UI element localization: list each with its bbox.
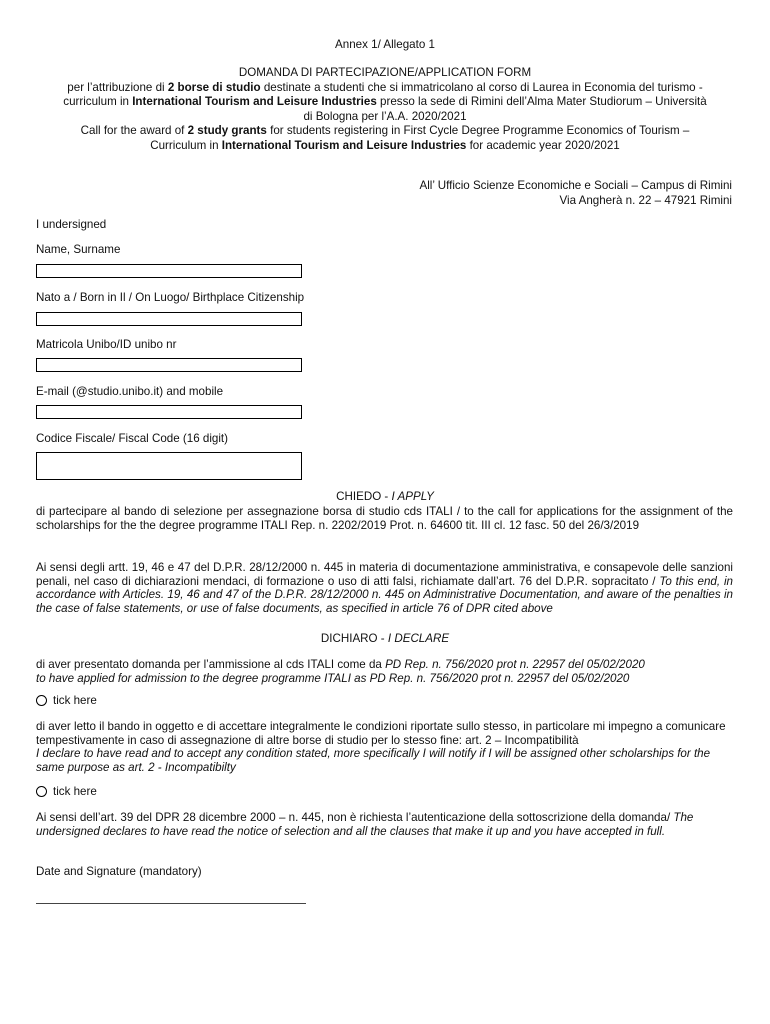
undersigned-label: I undersigned [36,218,107,231]
form-header [30,66,740,154]
declaration-1 [36,658,733,685]
header-it-line1: per l’attribuzione di 2 borse di studio destinate a studenti che si immatricolano al corso di Laurea in Economia del turismo - [67,80,703,94]
declaration-2-en: I declare to have read and to accept any condition stated, more specifically I will notify if I will be assigned other scholarships for the same purpose as art. 2 - Incompatibilty [36,747,711,774]
tick-label-1: tick here [53,694,97,707]
tick-option-1[interactable] [36,694,97,707]
apply-text: di partecipare al bando di selezione per assegnazione borsa di studio cds ITALI / to the call for applications for the assignment of the scholarships for the the degree programme ITALI Rep. n. 2202/2019 Prot. n. 64600 tit. III cl. 12 fasc. 50 del 26/3/2019 [36,505,733,532]
radio-circle-icon[interactable] [36,695,47,706]
email-field[interactable] [36,405,302,419]
declaration-3: Ai sensi dell’art. 39 del DPR 28 dicembre 2000 – n. 445, non è richiesta l’autenticazione della sottoscrizione della domanda/ The undersigned declares to have read the notice of selection and all the clauses that make it up and you have accepted in full. [36,811,694,838]
declaration-1-it: di aver presentato domanda per l’ammissione al cds ITALI come da PD Rep. n. 756/2020 prot n. 22957 del 05/02/2020 [36,658,645,671]
radio-circle-icon[interactable] [36,786,47,797]
signature-line[interactable] [36,903,306,904]
matricola-label: Matricola Unibo/ID unibo nr [36,338,177,351]
declaration-1-en: to have applied for admission to the degree programme ITALI as PD Rep. n. 756/2020 prot n. 22957 del 05/02/2020 [36,671,630,685]
annex-label: Annex 1/ Allegato 1 [335,38,435,51]
dpr-statement: Ai sensi degli artt. 19, 46 e 47 del D.P.R. 28/12/2000 n. 445 in materia di documentazione amministrativa, e consapevole delle sanzioni penali, nel caso di dichiarazioni mendaci, di formazione o uso di atti falsi, richiamate dall’art. 76 del D.P.R. sopracitato / To this end, in accordance with Articles. 19, 46 and 47 of the D.P.R. 28/12/2000 n. 445 on Administrative Documentation, and aware of the penalties in the case of false statements, or use of false documents, as specified in article 76 of DPR cited above [36,561,733,615]
email-label: E-mail (@studio.unibo.it) and mobile [36,385,224,398]
name-label: Name, Surname [36,243,121,256]
address-line1: All’ Ufficio Scienze Economiche e Sociali – Campus di Rimini [419,179,732,192]
address-line2: Via Angherà n. 22 – 47921 Rimini [559,193,732,207]
header-en-line2: Curriculum in International Tourism and Leisure Industries for academic year 2020/2021 [150,138,620,152]
fiscal-code-label: Codice Fiscale/ Fiscal Code (16 digit) [36,432,229,445]
apply-heading: CHIEDO - I APPLY [336,490,434,503]
birthplace-label: Nato a / Born in Il / On Luogo/ Birthplace Citizenship [36,291,305,304]
tick-option-2[interactable] [36,785,97,798]
declare-heading: DICHIARO - I DECLARE [320,632,450,645]
header-it-line3: di Bologna per l’A.A. 2020/2021 [303,109,467,123]
form-title: DOMANDA DI PARTECIPAZIONE/APPLICATION FORM [238,66,532,79]
office-address [419,179,732,208]
header-en-line1: Call for the award of 2 study grants for students registering in First Cycle Degree Programme Economics of Tourism – [80,124,690,138]
fiscal-code-field[interactable] [36,452,302,480]
matricola-field[interactable] [36,358,302,372]
signature-label: Date and Signature (mandatory) [36,865,202,878]
tick-label-2: tick here [53,785,97,798]
birthplace-field[interactable] [36,312,302,326]
name-field[interactable] [36,264,302,278]
declaration-2 [36,720,733,774]
header-it-line2: curriculum in International Tourism and Leisure Industries presso la sede di Rimini dell’Alma Mater Studiorum – Università [63,95,707,109]
declaration-2-it: di aver letto il bando in oggetto e di accettare integralmente le condizioni riportate sullo stesso, in particolare mi impegno a comunicare tempestivamente in caso di assegnazione di altre borse di studio per lo stesso fine: art. 2 – Incompatibilità [36,720,726,747]
